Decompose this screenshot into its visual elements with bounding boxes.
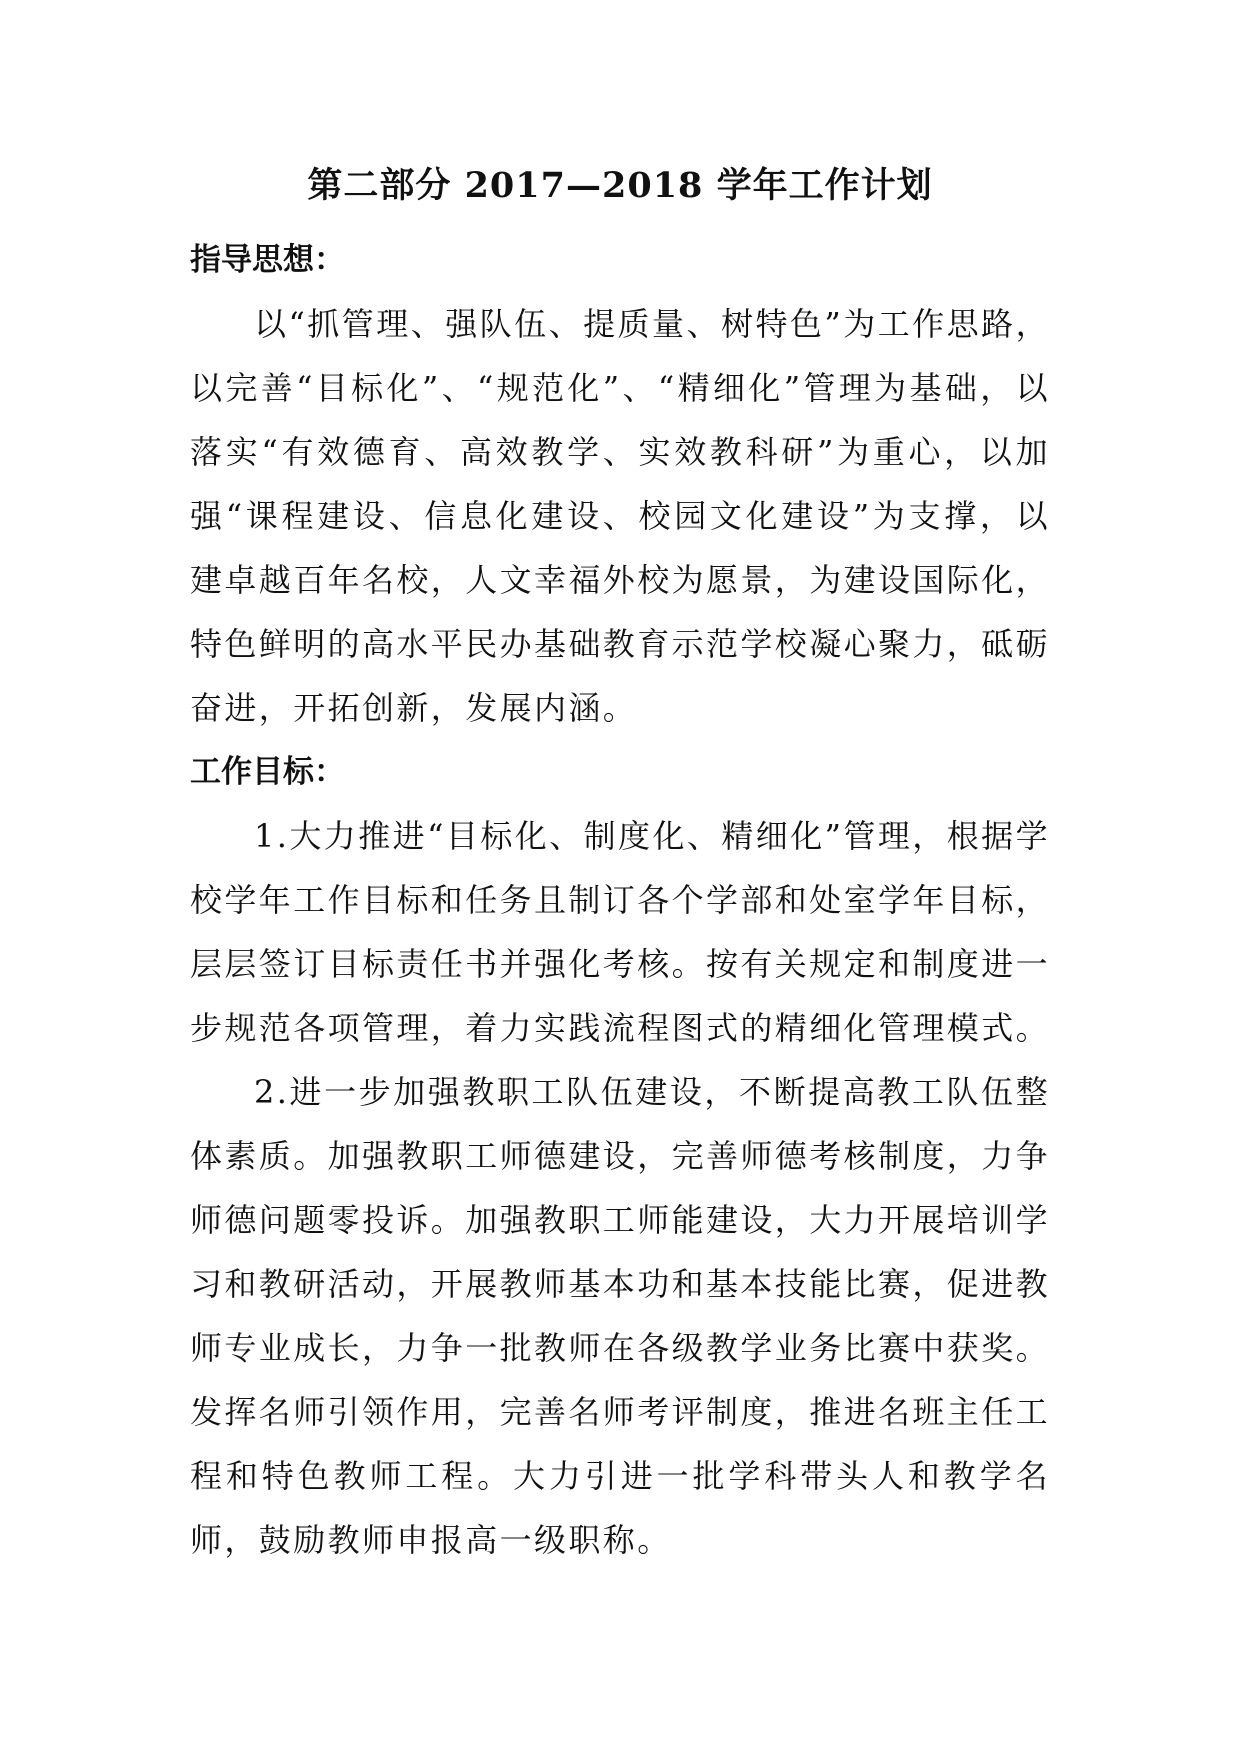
paragraph-goal-2: 2.进一步加强教职工队伍建设，不断提高教工队伍整体素质。加强教职工师德建设，完善师德考核制度，力争师德问题零投诉。加强教职工师能建设，大力开展培训学习和教研活动，开展教师基本功和基本技能比赛，促进教师专业成长，力争一批教师在各级教学业务比赛中获奖。发挥名师引领作用，完善名师考评制度，推进名班主任工程和特色教师工程。大力引进一批学科带头人和教学名师，鼓励教师申报高一级职称。 [190, 1073, 1051, 1559]
document-body [190, 228, 1050, 1572]
section-heading-guiding-ideology: 指导思想： [190, 242, 345, 278]
section-guiding-ideology [190, 228, 1050, 740]
section-heading-work-goals: 工作目标： [190, 754, 345, 790]
paragraph-goal-1: 1.大力推进“目标化、制度化、精细化”管理，根据学校学年工作目标和任务且制订各个学部和处室学年目标，层层签订目标责任书并强化考核。按有关规定和制度进一步规范各项管理，着力实践流程图式的精细化管理模式。 [190, 817, 1051, 1047]
paragraph-guiding-ideology: 以“抓管理、强队伍、提质量、树特色”为工作思路，以完善“目标化”、“规范化”、“精细化”管理为基础，以落实“有效德育、高效教学、实效教科研”为重心，以加强“课程建设、信息化建设、校园文化建设”为支撑，以建卓越百年名校，人文幸福外校为愿景，为建设国际化，特色鲜明的高水平民办基础教育示范学校凝心聚力，砥砺奋进，开拓创新，发展内涵。 [190, 305, 1051, 727]
document-title: 第二部分 2017—2018 学年工作计划 [307, 165, 933, 206]
section-work-goals [190, 740, 1050, 1572]
